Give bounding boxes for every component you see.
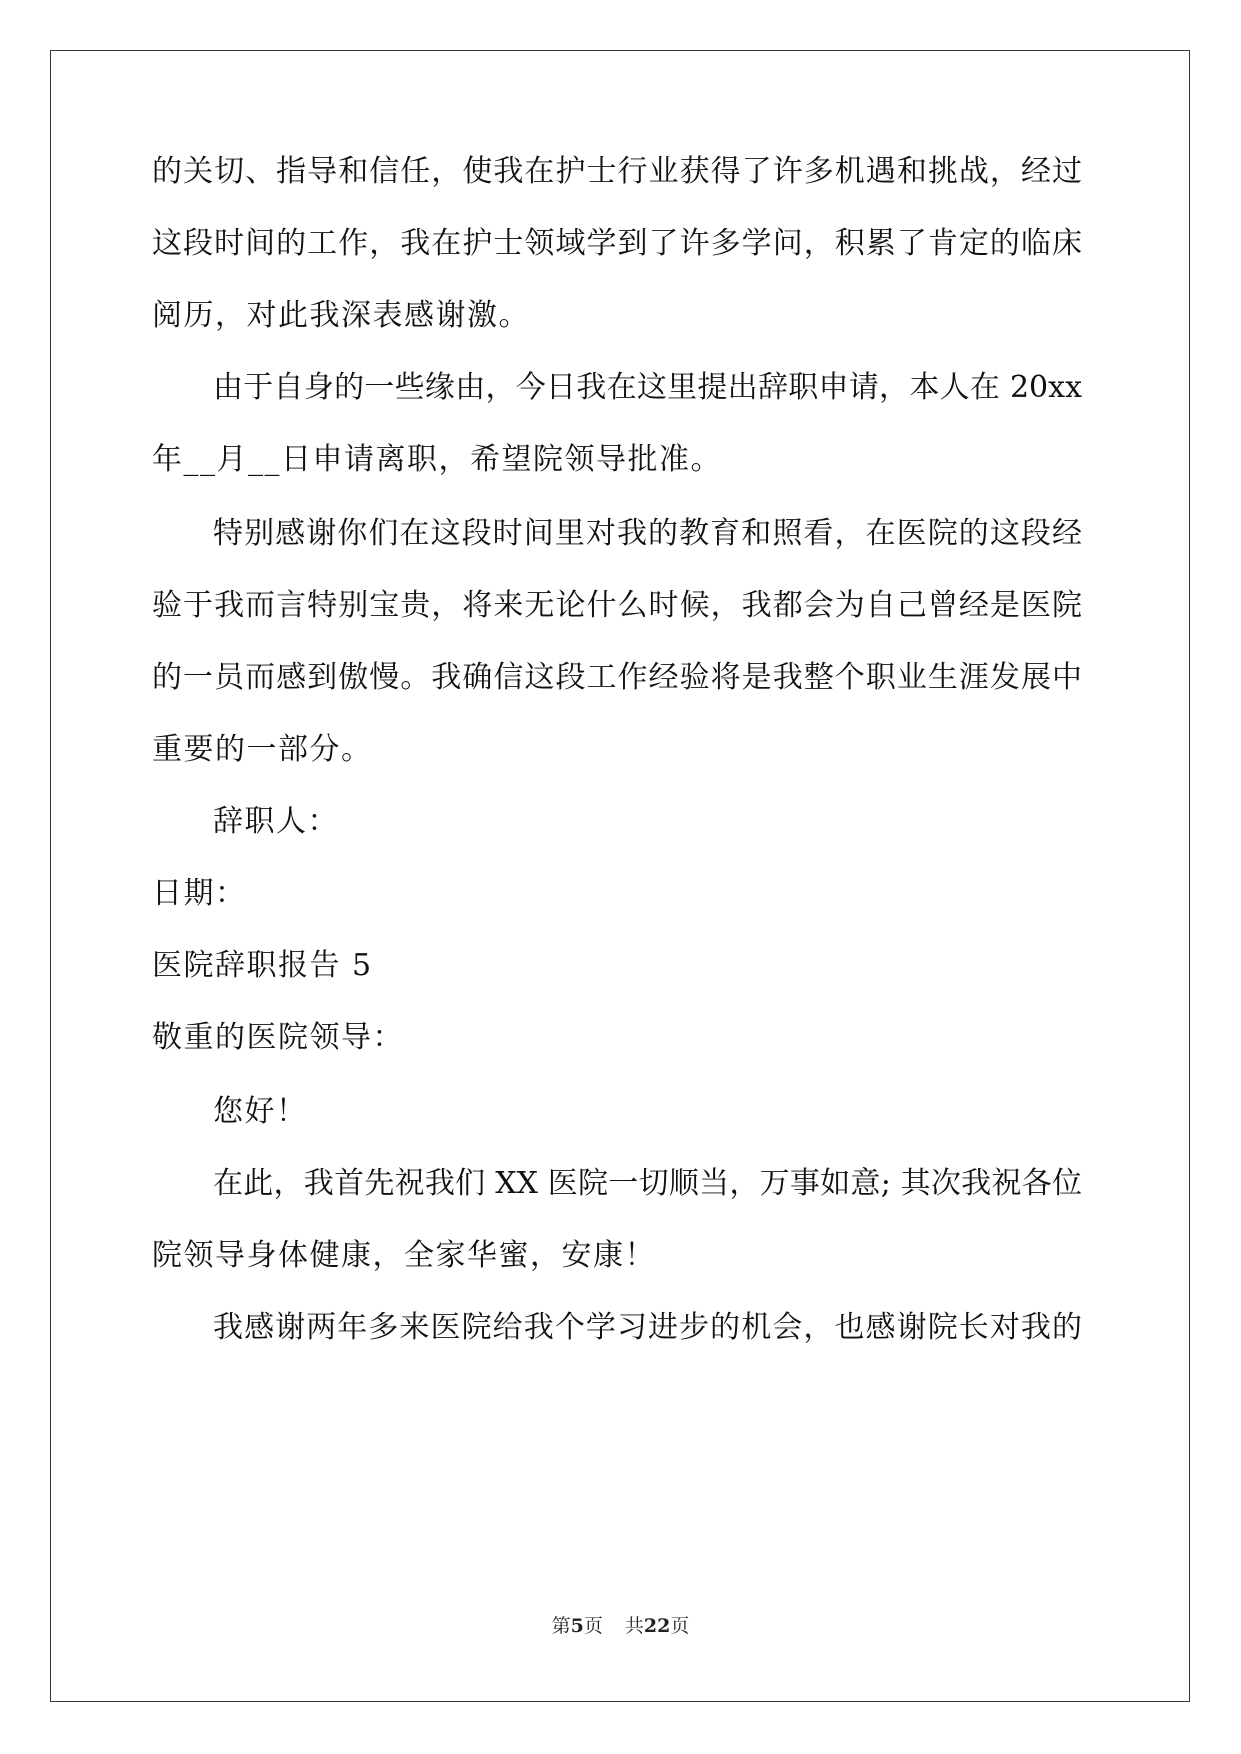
text-line: 这段时间的工作，我在护士领域学到了许多学问，积累了肯定的临床	[152, 226, 1082, 261]
text-line: 的一员而感到傲慢。我确信这段工作经验将是我整个职业生涯发展中	[152, 660, 1082, 695]
footer-prefix: 第	[551, 1615, 571, 1637]
greeting: 您好！	[213, 1094, 308, 1129]
text-line: 阅历，对此我深表感谢激。	[152, 298, 530, 333]
section-title: 医院辞职报告 5	[152, 948, 373, 983]
total-pages-number: 22	[643, 1615, 671, 1637]
text-line: 院领导身体健康，全家华蜜，安康！	[152, 1238, 656, 1273]
footer-total-unit: 页	[670, 1615, 690, 1637]
paragraph-start: 在此，我首先祝我们 XX 医院一切顺当，万事如意; 其次我祝各位	[213, 1166, 1082, 1201]
text-line: 重要的一部分。	[152, 732, 373, 767]
text-line: 的关切、指导和信任，使我在护士行业获得了许多机遇和挑战，经过	[152, 154, 1082, 189]
paragraph-start: 我感谢两年多来医院给我个学习进步的机会，也感谢院长对我的	[213, 1310, 1082, 1345]
page-footer	[0, 1614, 1241, 1638]
current-page-number: 5	[570, 1615, 584, 1637]
text-line: 验于我而言特别宝贵，将来无论什么时候，我都会为自己曾经是医院	[152, 588, 1082, 623]
resigner-label: 辞职人：	[213, 804, 339, 839]
paragraph-start: 特别感谢你们在这段时间里对我的教育和照看，在医院的这段经	[213, 516, 1082, 551]
footer-page-unit: 页	[583, 1615, 603, 1637]
text-line: 年__月__日申请离职，希望院领导批准。	[152, 442, 722, 477]
date-label: 日期：	[152, 876, 247, 911]
footer-total-prefix: 共	[624, 1615, 644, 1637]
salutation: 敬重的医院领导：	[152, 1020, 404, 1055]
paragraph-start: 由于自身的一些缘由，今日我在这里提出辞职申请，本人在 20xx	[213, 370, 1082, 405]
